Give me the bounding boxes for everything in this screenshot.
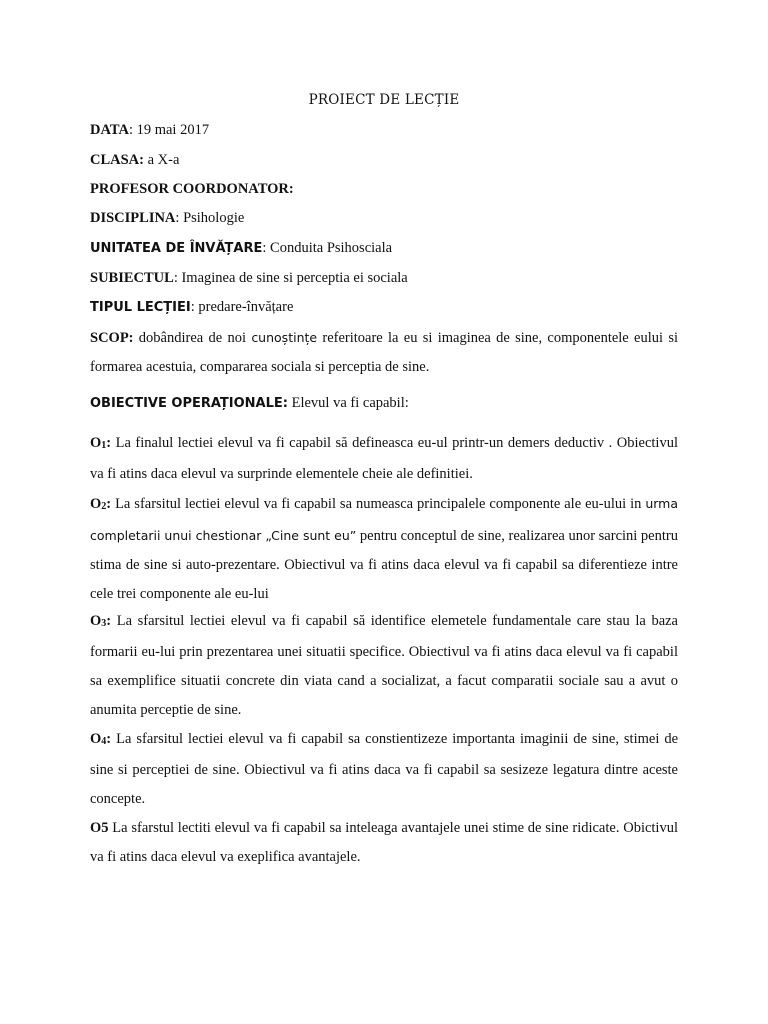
scop-cunostinte: cunoștințe xyxy=(251,330,318,345)
o1-colon: : xyxy=(106,435,112,451)
field-clasa-value: a X-a xyxy=(143,152,180,168)
field-disciplina xyxy=(90,210,680,227)
scop-paragraph xyxy=(90,323,678,382)
field-data xyxy=(90,122,680,139)
o2-text-after: pentru conceptul de sine, realizarea unor sarcini pentru stima de sine si auto-prezentare. Obiectivul va fi atins daca elevul va fi capabil sa diferentieze intre cele trei componente ale eu-lui xyxy=(90,528,678,602)
obiective-label: OBIECTIVE OPERAȚIONALE: xyxy=(90,396,288,411)
obiective-heading xyxy=(90,395,680,412)
field-tipul-value: : predare-învățare xyxy=(190,299,294,315)
o2-label: O xyxy=(90,496,102,512)
field-subiectul xyxy=(90,270,680,287)
o5-text: La sfarstul lectiti elevul va fi capabil sa inteleaga avantajele unei stime de sine ridicate. Obictivul va fi atins daca elevul va exeplifica avantajele. xyxy=(90,820,678,865)
field-profesor-label: PROFESOR COORDONATOR: xyxy=(90,181,294,197)
field-unitatea xyxy=(90,240,680,257)
objective-o1 xyxy=(90,429,678,489)
o3-label: O xyxy=(90,613,102,629)
field-disciplina-value: : Psihologie xyxy=(175,210,245,226)
document-title: PROIECT DE LECȚIE xyxy=(308,92,460,108)
o4-colon: : xyxy=(106,731,112,747)
o2-colon: : xyxy=(106,496,112,512)
o4-label: O xyxy=(90,731,102,747)
field-unitatea-label: UNITATEA DE ÎNVĂȚARE xyxy=(90,241,263,256)
o1-text: La finalul lectiei elevul va fi capabil să defineasca eu-ul printr-un demers deductiv . Obiectivul va fi atins daca elevul va surprinde elementele cheie ale definitiei. xyxy=(90,435,678,482)
field-disciplina-label: DISCIPLINA xyxy=(90,210,176,226)
field-data-value: : 19 mai 2017 xyxy=(128,122,210,138)
field-subiectul-label: SUBIECTUL xyxy=(90,270,174,286)
field-unitatea-value: : Conduita Psihosciala xyxy=(262,240,393,256)
scop-text-before: dobândirea de noi xyxy=(133,330,252,346)
field-data-label: DATA xyxy=(90,122,129,138)
field-tipul-label: TIPUL LECȚIEI xyxy=(90,300,191,315)
o2-sans-text: urma completarii unui chestionar „Cine sunt eu” xyxy=(90,496,678,543)
o2-text-before: La sfarsitul lectiei elevul va fi capabil sa numeasca principalele componente ale eu-ului in xyxy=(111,496,646,512)
o3-text: La sfarsitul lectiei elevul va fi capabil să identifice elemetele fundamentale care stau la baza formarii eu-lui prin prezentarea unei situatii specifice. Obiectivul va fi atins daca elevul va fi capabil sa exemplifice situatii concrete din viata cand a socializat, a facut comparatii sociale sau a avut o anumita perceptie de sine. xyxy=(90,613,678,718)
o4-sub: 4 xyxy=(101,736,107,747)
scop-label: SCOP: xyxy=(90,330,134,346)
o3-sub: 3 xyxy=(101,618,107,629)
o4-text: La sfarsitul lectiei elevul va fi capabil sa constientizeze importanta imaginii de sine, stimei de sine si perceptiei de sine. Obiectivul va fi atins daca va fi capabil sa sesizeze legatura dintre aceste concepte. xyxy=(90,731,678,807)
o1-sub: 1 xyxy=(101,440,107,451)
objective-o5 xyxy=(90,814,678,872)
o2-sub: 2 xyxy=(101,501,107,512)
scop-text-after: referitoare la eu si imaginea de sine, componentele eului si formarea acestuia, compararea sociala si perceptia de sine. xyxy=(90,330,678,375)
field-tipul xyxy=(90,299,680,316)
obiective-value: Elevul va fi capabil: xyxy=(287,395,409,411)
field-profesor xyxy=(90,181,680,198)
o3-colon: : xyxy=(106,613,112,629)
objective-o4 xyxy=(90,725,678,814)
objective-o3 xyxy=(90,607,678,725)
field-clasa-label: CLASA: xyxy=(90,152,144,168)
field-clasa xyxy=(90,152,680,169)
o1-label: O xyxy=(90,435,102,451)
o5-label: O5 xyxy=(90,820,109,836)
objective-o2 xyxy=(90,489,678,609)
field-subiectul-value: : Imaginea de sine si perceptia ei sociala xyxy=(173,270,408,286)
